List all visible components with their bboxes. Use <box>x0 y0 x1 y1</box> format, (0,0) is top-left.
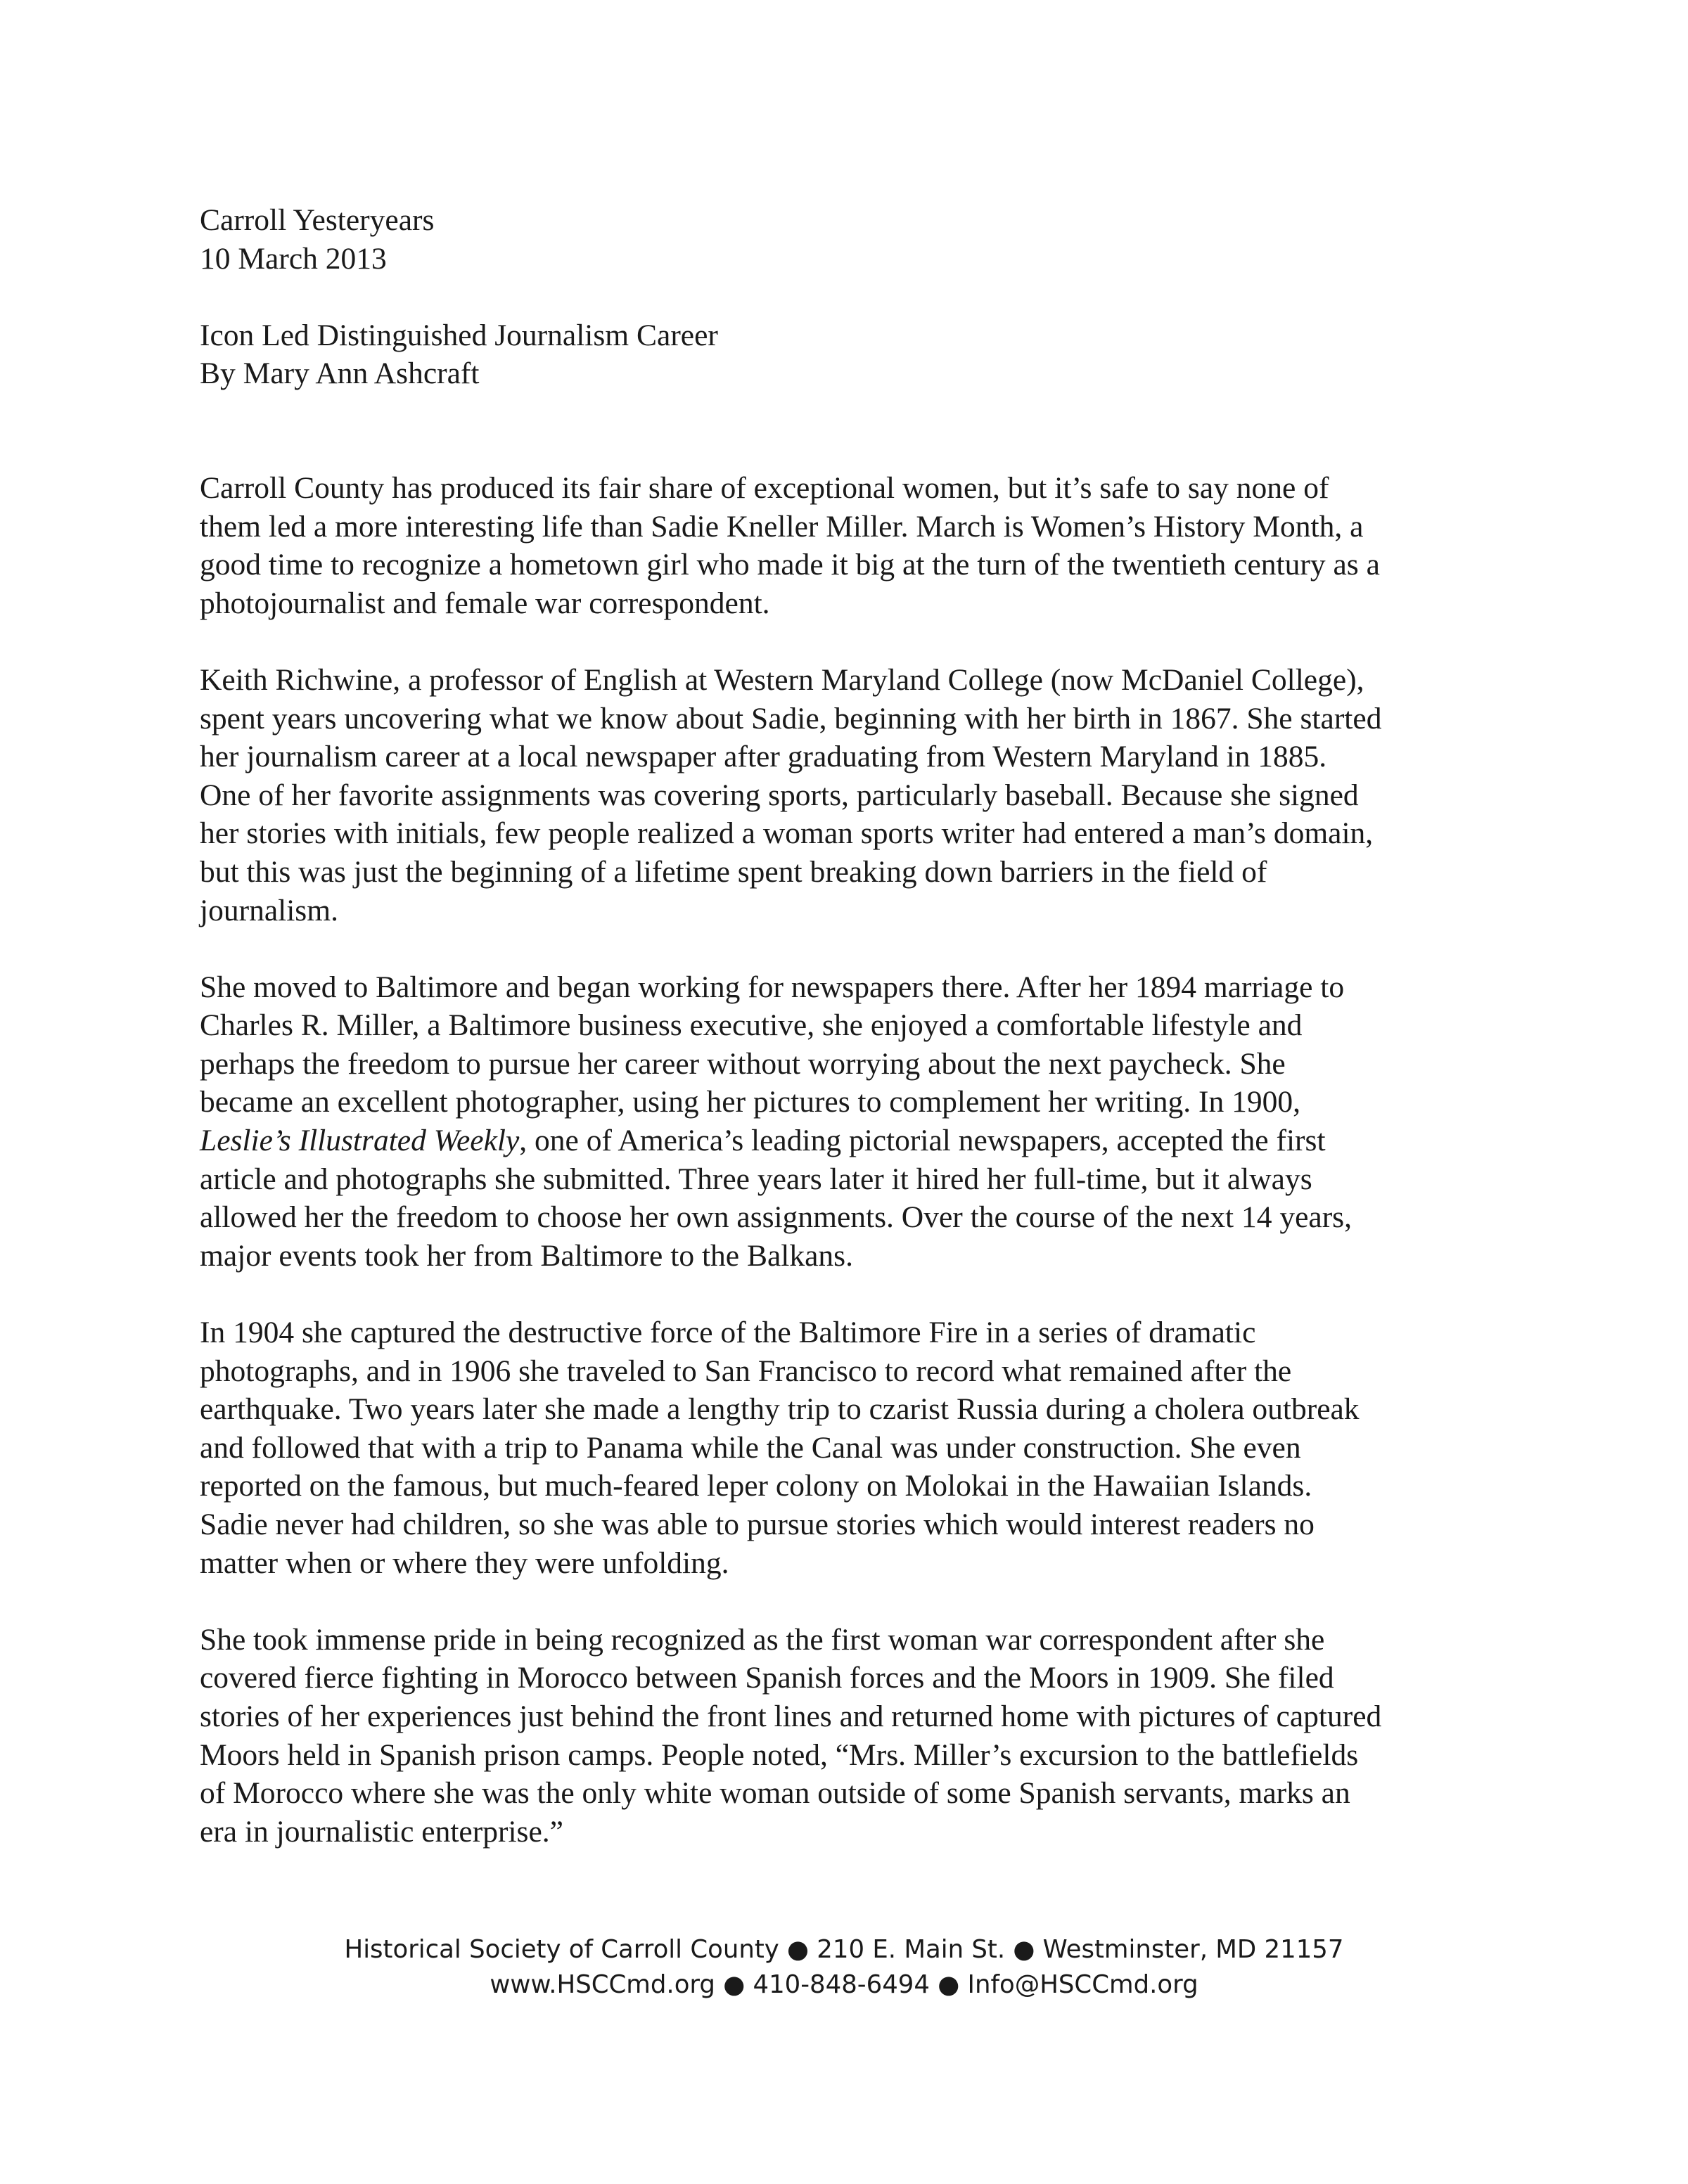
footer-address: Historical Society of Carroll County ● 210 E. Main St. ● Westminster, MD 21157 <box>344 1935 1344 1964</box>
text-line: She took immense pride in being recognized as the first woman war correspondent after she <box>200 1622 1325 1657</box>
text-line: One of her favorite assignments was covering sports, particularly baseball. Because she signed <box>200 778 1359 812</box>
text-line: Sadie never had children, so she was able to pursue stories which would interest readers no <box>200 1508 1315 1541</box>
text-line: Charles R. Miller, a Baltimore business executive, she enjoyed a comfortable lifestyle and <box>200 1008 1303 1043</box>
paragraph-5 <box>200 1621 1494 1851</box>
paragraph-4 <box>200 1313 1494 1582</box>
text-line: photojournalist and female war correspondent. <box>200 586 770 620</box>
paragraph-2 <box>200 661 1494 930</box>
text-line: earthquake. Two years later she made a lengthy trip to czarist Russia during a cholera outbreak <box>200 1392 1360 1427</box>
publication-title: Leslie’s Illustrated Weekly <box>200 1124 520 1158</box>
article-headline: Icon Led Distinguished Journalism Career <box>200 318 718 352</box>
paragraph-1 <box>200 469 1494 622</box>
text-line: Moors held in Spanish prison camps. People noted, “Mrs. Miller’s excursion to the battlefields <box>200 1737 1359 1772</box>
page-footer <box>0 1932 1688 2003</box>
publication-date: 10 March 2013 <box>200 241 387 276</box>
text-line: good time to recognize a hometown girl who made it big at the turn of the twentieth century as a <box>200 548 1380 582</box>
spacer <box>200 393 1494 469</box>
text-line: but this was just the beginning of a lifetime spent breaking down barriers in the field of <box>200 854 1267 889</box>
text-line: covered fierce fighting in Morocco between Spanish forces and the Moors in 1909. She filed <box>200 1661 1334 1695</box>
text-line: She moved to Baltimore and began working for newspapers there. After her 1894 marriage to <box>200 970 1345 1004</box>
column-header <box>200 201 1494 278</box>
text-line: major events took her from Baltimore to the Balkans. <box>200 1238 853 1273</box>
article-byline: By Mary Ann Ashcraft <box>200 356 480 391</box>
text-line: stories of her experiences just behind the front lines and returned home with pictures of captured <box>200 1699 1382 1733</box>
text-line: era in journalistic enterprise.” <box>200 1814 563 1849</box>
text-line: journalism. <box>200 893 338 927</box>
text-line: In 1904 she captured the destructive force of the Baltimore Fire in a series of dramatic <box>200 1316 1256 1350</box>
text-line: matter when or where they were unfolding. <box>200 1546 729 1580</box>
text-line: allowed her the freedom to choose her own assignments. Over the course of the next 14 years, <box>200 1200 1352 1235</box>
text-line: them led a more interesting life than Sadie Kneller Miller. March is Women’s History Month, a <box>200 509 1364 544</box>
text-line: photographs, and in 1906 she traveled to San Francisco to record what remained after the <box>200 1354 1292 1388</box>
text-line: and followed that with a trip to Panama while the Canal was under construction. She even <box>200 1430 1301 1465</box>
article-body <box>200 201 1494 1889</box>
text-line: spent years uncovering what we know about Sadie, beginning with her birth in 1867. She started <box>200 701 1382 736</box>
text-line-rest: , one of America’s leading pictorial newspapers, accepted the first <box>519 1124 1326 1158</box>
text-line: her stories with initials, few people realized a woman sports writer had entered a man’s domain, <box>200 816 1374 851</box>
title-block <box>200 316 1494 393</box>
paragraph-3 <box>200 968 1494 1276</box>
text-line-with-title <box>200 1122 1494 1160</box>
text-line: of Morocco where she was the only white woman outside of some Spanish servants, marks an <box>200 1776 1350 1811</box>
text-line: became an excellent photographer, using her pictures to complement her writing. In 1900, <box>200 1085 1300 1119</box>
text-line: her journalism career at a local newspaper after graduating from Western Maryland in 1885. <box>200 740 1327 774</box>
spacer <box>200 278 1494 316</box>
text-line: perhaps the freedom to pursue her career without worrying about the next paycheck. She <box>200 1046 1286 1081</box>
footer-contact: www.HSCCmd.org ● 410-848-6494 ● Info@HSCCmd.org <box>490 1970 1198 1999</box>
text-line: reported on the famous, but much-feared leper colony on Molokai in the Hawaiian Islands. <box>200 1469 1312 1503</box>
text-line: article and photographs she submitted. Three years later it hired her full-time, but it always <box>200 1162 1312 1196</box>
text-line: Keith Richwine, a professor of English at Western Maryland College (now McDaniel College), <box>200 662 1364 697</box>
column-name: Carroll Yesteryears <box>200 203 435 237</box>
text-line: Carroll County has produced its fair share of exceptional women, but it’s safe to say none of <box>200 470 1329 505</box>
